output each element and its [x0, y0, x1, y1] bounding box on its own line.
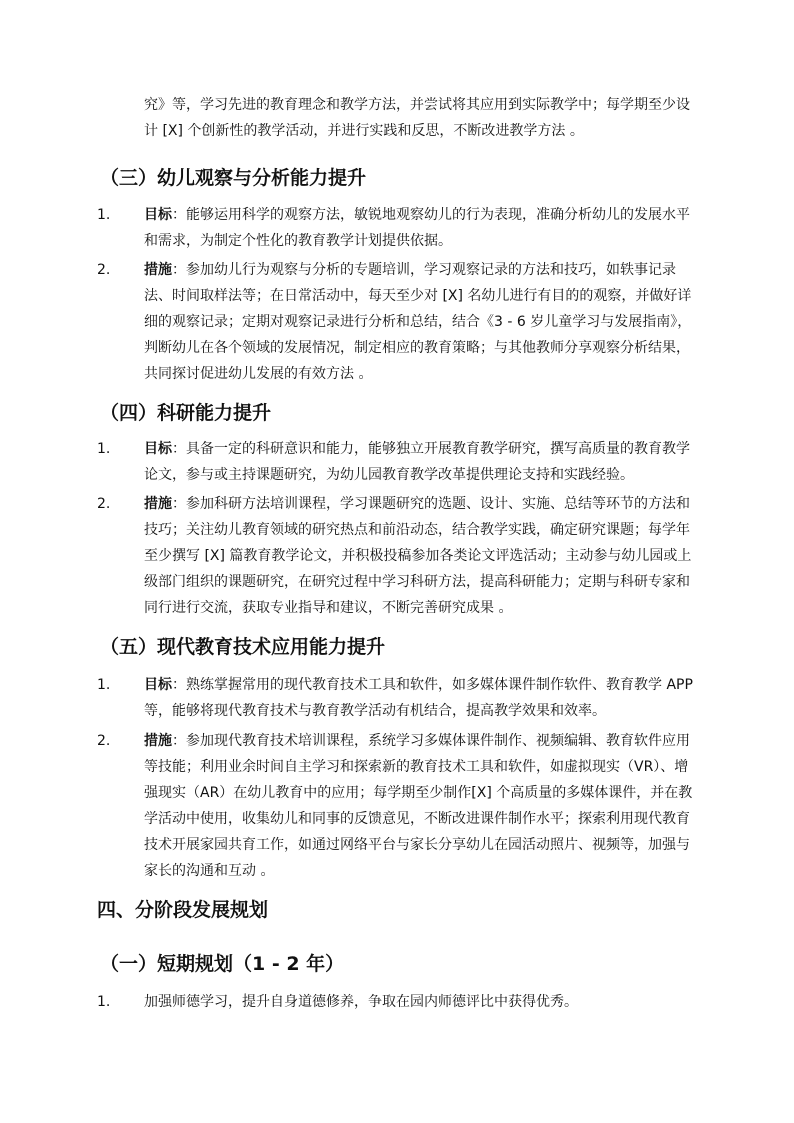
list-item-text — [144, 257, 700, 387]
item-label: 目标 — [144, 441, 172, 457]
label-separator: ： — [172, 496, 186, 512]
label-separator: ： — [172, 677, 186, 693]
section-heading-technology: （五）现代教育技术应用能力提升 — [100, 636, 386, 658]
item-label: 措施 — [144, 496, 172, 512]
item-label: 措施 — [144, 262, 172, 278]
section-heading-research: （四）科研能力提升 — [100, 402, 272, 424]
item-body: 参加科研方法培训课程，学习课题研究的选题、设计、实施、总结等环节的方法和技巧；关注幼儿教育领域的研究热点和前沿动态，结合教学实践，确定研究课题；每学年至少撰写 [X] 篇教育教学论文，并积极投稿参加各类论文评选活动；主动参与幼儿园或上级部门组织的课题研究，在研究过程中学习科研方法，提高科研能力；定期与科研专家和同行进行交流，获取专业指导和建议，不断完善研究成果 。 — [144, 496, 692, 616]
list-number: 1. — [97, 994, 111, 1010]
list-number: 2. — [97, 496, 111, 512]
list-number: 2. — [97, 733, 111, 749]
list-number: 1. — [97, 441, 111, 457]
item-label: 目标 — [144, 207, 172, 223]
label-separator: ： — [172, 207, 186, 223]
list-item-text — [144, 672, 700, 724]
label-separator: ： — [172, 733, 186, 749]
item-label: 目标 — [144, 677, 172, 693]
item-label: 措施 — [144, 733, 172, 749]
list-item-text — [144, 491, 700, 621]
list-item-text: 加强师德学习，提升自身道德修养，争取在园内师德评比中获得优秀。 — [144, 994, 578, 1010]
list-number: 1. — [97, 207, 111, 223]
list-item-text — [144, 436, 700, 488]
list-number: 2. — [97, 262, 111, 278]
chapter-heading: 四、分阶段发展规划 — [97, 899, 269, 921]
list-number: 1. — [97, 677, 111, 693]
list-item-text — [144, 202, 700, 254]
section-heading-short-term: （一）短期规划（1 - 2 年） — [100, 953, 345, 975]
label-separator: ： — [172, 262, 186, 278]
item-body: 参加幼儿行为观察与分析的专题培训，学习观察记录的方法和技巧，如轶事记录法、时间取样法等；在日常活动中，每天至少对 [X] 名幼儿进行有目的的观察，并做好详细的观察记录；定期对观察记录进行分析和总结，结合《3 - 6 岁儿童学习与发展指南》，判断幼儿在各个领域的发展情况，制定相应的教育策略；与其他教师分享观察分析结果，共同探讨促进幼儿发展的有效方法 。 — [144, 262, 692, 382]
list-item-text — [144, 728, 700, 884]
item-body: 熟练掌握常用的现代教育技术工具和软件，如多媒体课件制作软件、教育教学 APP 等，能够将现代教育技术与教育教学活动有机结合，提高教学效果和效率。 — [144, 677, 693, 719]
intro-continuation-paragraph: 究》等，学习先进的教育理念和教学方法，并尝试将其应用到实际教学中；每学期至少设计 [X] 个创新性的教学活动，并进行实践和反思，不断改进教学方法 。 — [144, 97, 690, 139]
item-body: 能够运用科学的观察方法，敏锐地观察幼儿的行为表现，准确分析幼儿的发展水平和需求，为制定个性化的教育教学计划提供依据。 — [144, 207, 690, 249]
item-body: 具备一定的科研意识和能力，能够独立开展教育教学研究，撰写高质量的教育教学论文，参与或主持课题研究，为幼儿园教育教学改革提供理论支持和实践经验。 — [144, 441, 690, 483]
label-separator: ： — [172, 441, 186, 457]
item-body: 参加现代教育技术培训课程，系统学习多媒体课件制作、视频编辑、教育软件应用等技能；利用业余时间自主学习和探索新的教育技术工具和软件，如虚拟现实（VR）、增强现实（AR）在幼儿教育中的应用；每学期至少制作[X] 个高质量的多媒体课件，并在教学活动中使用，收集幼儿和同事的反馈意见，不断改进课件制作水平；探索利用现代教育技术开展家园共育工作，如通过网络平台与家长分享幼儿在园活动照片、视频等，加强与家长的沟通和互动 。 — [144, 733, 693, 879]
section-heading-observation: （三）幼儿观察与分析能力提升 — [100, 167, 367, 189]
